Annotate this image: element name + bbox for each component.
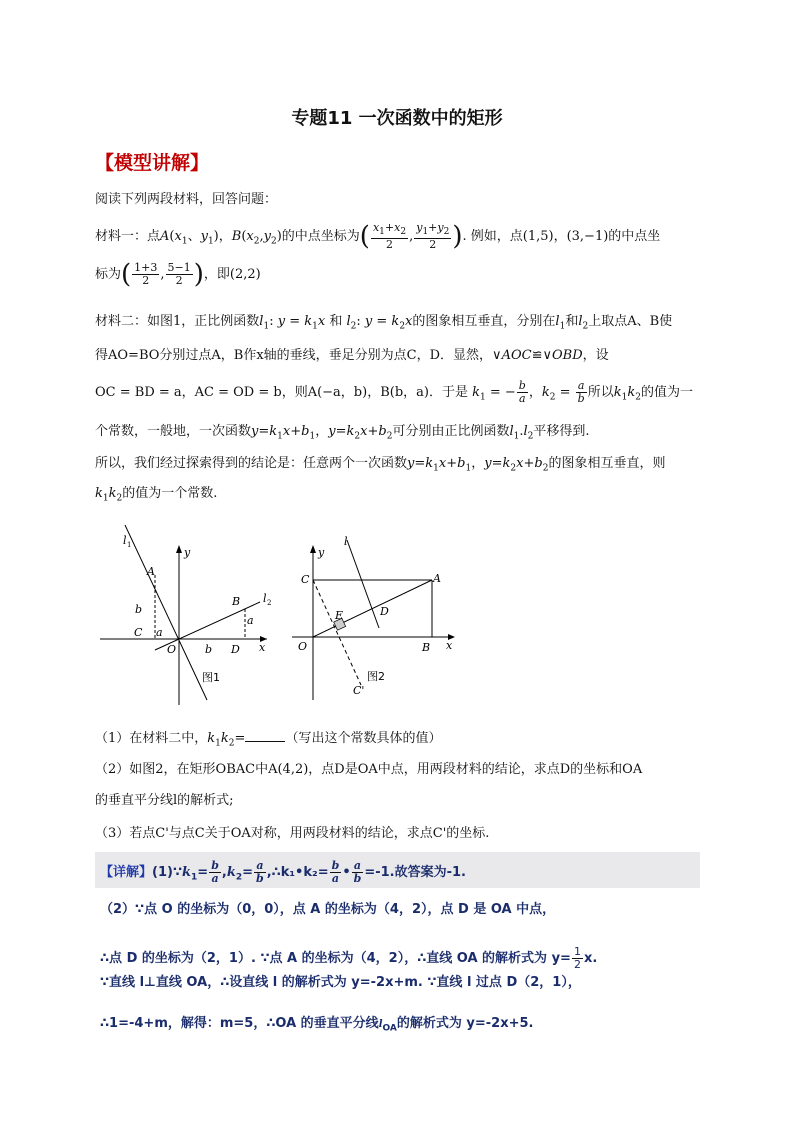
answer-2-line1: （2）∵点 O 的坐标为（0，0），点 A 的坐标为（4，2），点 D 是 OA 中点， (100, 902, 556, 917)
fig1-label-D: D (231, 643, 240, 656)
fig1-label-l2: l (263, 592, 267, 605)
fig2-caption: 图2 (367, 670, 385, 683)
material2-line1: 材料二：如图1，正比例函数$l_1$: $y = k_1x$ 和 $l_2$: $y = k_2x$的图象相互垂直，分别在$l_1$和$l_2$上取点A、B使 (95, 314, 673, 332)
question-1: （1）在材料二中，$k_1k_2=$ （写出这个常数具体的值） (95, 731, 442, 749)
fig1-label-b2: b (205, 643, 213, 656)
page-title: 专题11 一次函数中的矩形 (291, 108, 503, 129)
fig1-caption: 图1 (202, 671, 220, 684)
fig1-label-l1-sub: 1 (127, 541, 132, 549)
figure-1 (100, 525, 271, 705)
fig1-label-B: B (232, 595, 241, 608)
fig1-label-a1: a (156, 626, 163, 639)
material1-line1: 材料一：点$A(x_1$、$y_1$)，$B(x_2,y_2)$的中点坐标为( $\frac{x_1+x_2}{2}$ , $\frac{y_1+y_2}{2}$ ). 例如，点(1,5)，(3,−1)的中点坐 (95, 221, 661, 252)
fig1-label-x: x (259, 641, 266, 654)
question-2-line1: （2）如图2，在矩形OBAC中A(4,2)，点D是OA中点，用两段材料的结论，求点D的坐标和OA (95, 762, 643, 777)
fig2-label-E: E (335, 609, 344, 622)
fig2-label-D: D (380, 605, 389, 618)
fig2-label-y: y (318, 546, 325, 559)
answer-2-line4: ∴1=-4+m，解得：m=5，∴OA 的垂直平分线$l_{OA}$的解析式为 y=-2x+5. (100, 1016, 534, 1034)
fig1-label-b1: b (135, 603, 143, 616)
intro-text: 阅读下列两段材料，回答问题： (95, 192, 278, 207)
fig2-label-B: B (422, 641, 431, 654)
fig2-label-Cprime: C' (353, 684, 365, 697)
fig1-label-O: O (167, 643, 177, 656)
conclusion-line2: $k_1k_2$的值为一个常数. (95, 486, 218, 504)
fig2-label-O: O (298, 640, 308, 653)
answer-2-line2: ∴点 D 的坐标为（2，1）. ∵点 A 的坐标为（4，2），∴直线 OA 的解析式为 y= $\frac{1}{2}$ x. (100, 945, 598, 971)
figure-2 (292, 535, 455, 700)
material1-line2: 标为( $\frac{1+3}{2}$ , $\frac{5-1}{2}$ )，即(2,2) (95, 259, 261, 290)
material2-line3: OC = BD = a，AC = OD = b，则A(−a，b)，B(b，a)．于是 $k_1$ = − $\frac{b}{a}$ ，$k_2$ = $\frac{a}{b}$ 所以$k_1k_2$的值为一 (95, 379, 693, 405)
conclusion-line1: 所以，我们经过探索得到的结论是：任意两个一次函数$y=k_1x+b_1$，$y=k_2x+b_2$的图象相互垂直，则 (95, 456, 666, 474)
fig1-label-a2: a (247, 614, 254, 627)
fig1-label-A: A (147, 565, 155, 578)
material2-line4: 个常数，一般地，一次函数$y=k_1x+b_1$，$y=k_2x+b_2$可分别由正比例函数$l_1.l_2$平移得到. (95, 424, 590, 442)
fig1-label-y: y (184, 546, 191, 559)
fig2-label-A: A (433, 572, 441, 585)
answer-1: 【详解】$(1)\because k_1=$ $\frac{b}{a}$ $,k_2=$ $\frac{a}{b}$ ,∴k₁•k₂= $\frac{b}{a}$ • $\frac{a}{b}$ =-1.故答案为-1. (100, 859, 466, 885)
answer-2-line3: ∵直线 l⊥直线 OA，∴设直线 l 的解析式为 y=-2x+m. ∵直线 l 过点 D（2，1）， (100, 975, 581, 990)
fig2-label-l: l (344, 535, 348, 548)
fig1-label-l1: l (123, 534, 127, 547)
figures (95, 520, 475, 705)
answer-blank[interactable] (245, 741, 285, 742)
section-heading: 【模型讲解】 (95, 152, 210, 174)
question-2-line2: 的垂直平分线l的解析式; (95, 793, 234, 808)
fig2-label-x: x (446, 639, 453, 652)
fig1-label-C: C (134, 626, 143, 639)
material2-line2: 得AO=BO分别过点A，B作x轴的垂线，垂足分别为点C，D．显然，∨AOC≌∨OBD，设 (95, 348, 609, 363)
fig1-label-l2-sub: 2 (267, 599, 272, 607)
fig2-label-C: C (301, 573, 310, 586)
question-3: （3）若点C'与点C关于OA对称，用两段材料的结论，求点C'的坐标. (95, 826, 490, 841)
